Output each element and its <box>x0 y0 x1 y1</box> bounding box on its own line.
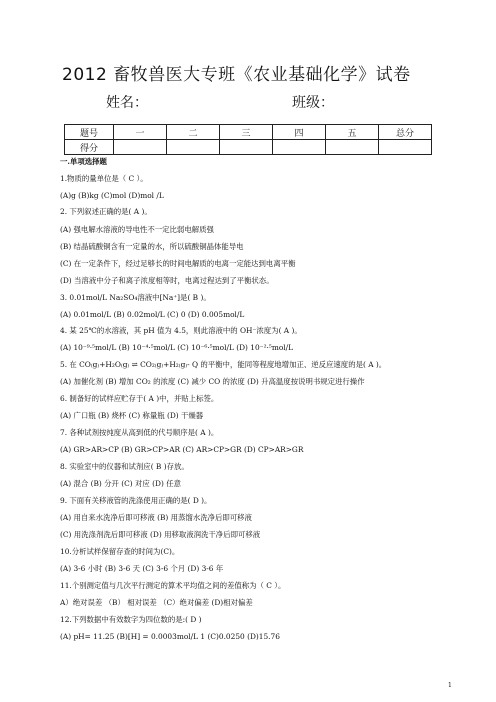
question-11: 11.个别测定值与几次平行测定的算术平均值之间的差值称为（ C ）。 <box>60 581 286 590</box>
question-1-options: (A)g (B)kg (C)mol (D)mol /L <box>60 191 164 200</box>
page-number: 1 <box>448 682 452 689</box>
score-table-score-row <box>65 140 432 155</box>
question-6: 6. 制备好的试样应贮存于( A )中，并贴上标签。 <box>60 394 219 403</box>
score-table <box>64 124 432 155</box>
score-cell-section-1: 一 <box>114 125 167 140</box>
exam-title: 2012 畜牧兽医大专班《农业基础化学》试卷 <box>62 65 411 85</box>
question-12-options: (A) pH= 11.25 (B)[H] = 0.0003mol/L 1 (C)0.0250 (D)15.76 <box>60 632 280 641</box>
name-label: 姓名： <box>106 95 148 111</box>
question-10: 10.分析试样保留存查的时间为(C)。 <box>60 547 180 556</box>
question-5: 5. 在 CO₍g₎+H₂O₍g₎ ⇌ CO₂₍g₎+H₂₍g₎- Q 的平衡中，能同等程度地增加正、逆反应速度的是( A )。 <box>60 360 387 369</box>
score-input-4[interactable] <box>273 140 326 155</box>
score-table-header-row <box>65 125 432 140</box>
score-input-3[interactable] <box>220 140 273 155</box>
score-input-1[interactable] <box>114 140 167 155</box>
score-input-5[interactable] <box>326 140 379 155</box>
score-cell-header: 题号 <box>65 125 114 140</box>
score-cell-section-5: 五 <box>326 125 379 140</box>
question-5-options: (A) 加催化剂 (B) 增加 CO₂ 的浓度 (C) 减少 CO 的浓度 (D) 升高温度按说明书规定进行操作 <box>60 377 365 386</box>
question-7: 7. 各种试剂按纯度从高到低的代号顺序是( A )。 <box>60 428 219 437</box>
question-7-options: (A) GR>AR>CP (B) GR>CP>AR (C) AR>CP>GR (D) CP>AR>GR <box>60 445 304 454</box>
score-cell-section-3: 三 <box>220 125 273 140</box>
question-11-options: A）绝对误差 （B） 相对误差 （C）绝对偏差 (D)相对偏差 <box>60 598 253 607</box>
question-3-options: (A) 0.01mol/L (B) 0.02mol/L (C) 0 (D) 0.005mol/L <box>60 310 245 319</box>
score-cell-total: 总分 <box>379 125 432 140</box>
question-8: 8. 实验室中的仪器和试剂应( B )存放。 <box>60 462 189 471</box>
question-4: 4. 某 25℃的水溶液，其 pH 值为 4.5，则此溶液中的 OH⁻浓度为( A )。 <box>60 326 302 335</box>
question-4-options: (A) 10⁻⁹·⁵mol/L (B) 10⁻⁴·⁵mol/L (C) 10⁻⁶·⁵mol/L (D) 10⁻²·⁵mol/L <box>60 343 294 352</box>
score-input-total[interactable] <box>379 140 432 155</box>
score-cell-section-4: 四 <box>273 125 326 140</box>
score-cell-section-2: 二 <box>167 125 220 140</box>
question-1: 1.物质的量单位是（ C ）。 <box>60 174 148 183</box>
section-heading: 一.单项选择题 <box>60 157 107 166</box>
score-input-2[interactable] <box>167 140 220 155</box>
question-12: 12.下列数据中有效数字为四位数的是:( D ) <box>60 615 202 624</box>
question-2-option-c: (C) 在一定条件下，经过足够长的时间电解质的电离一定能达到电离平衡 <box>60 259 296 268</box>
question-2-option-a: (A) 强电解水溶液的导电性不一定比弱电解质强 <box>60 225 214 234</box>
question-3: 3. 0.01mol/L Na₂SO₄溶液中[Na⁺]是( B )。 <box>60 293 211 302</box>
question-9-options-cd: (C) 用洗涤剂洗后即可移液 (D) 用移取液润洗干净后即可移液 <box>60 530 261 539</box>
question-9: 9. 下面有关移液管的洗涤使用正确的是( D )。 <box>60 496 212 505</box>
question-9-options-ab: (A) 用自来水洗净后即可移液 (B) 用蒸馏水洗净后即可移液 <box>60 513 252 522</box>
question-2: 2. 下列叙述正确的是( A )。 <box>60 207 152 216</box>
question-2-option-b: (B) 结晶硫酸铜含有一定量的水，所以硫酸铜晶体能导电 <box>60 242 244 251</box>
question-10-options: (A) 3-6 小时 (B) 3-6 天 (C) 3-6 个月 (D) 3-6 年 <box>60 564 224 573</box>
question-2-option-d: (D) 当溶液中分子和离子浓度相等时，电离过程达到了平衡状态。 <box>60 276 274 285</box>
question-8-options: (A) 混合 (B) 分开 (C) 对应 (D) 任意 <box>60 479 181 488</box>
class-label: 班级： <box>292 95 334 111</box>
question-6-options: (A) 广口瓶 (B) 烧杯 (C) 称量瓶 (D) 干燥器 <box>60 411 204 420</box>
score-cell-label: 得分 <box>65 140 114 155</box>
